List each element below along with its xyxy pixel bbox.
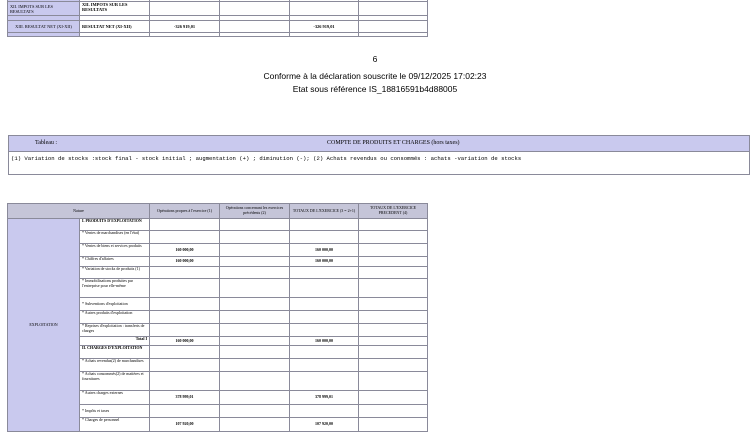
cell-value: -326 919,01: [290, 21, 359, 33]
table-row: * Ventes de marchandises (en l'état): [8, 231, 428, 244]
table-row: * Immobilisations produites par l'entreprise pour elle-même: [8, 279, 428, 298]
tableau-notes: (1) Variation de stocks :stock final - stock initial ; augmentation (+) ; diminution (-); (2) Achats revendus ou consommés : achats -variation de stocks: [8, 152, 750, 175]
cell-value: [220, 21, 290, 33]
conformity-statement: Conforme à la déclaration souscrite le 09/12/2025 17:02:23: [263, 71, 487, 81]
header-col2: Opérations concernant les exercices précédents (2): [220, 204, 290, 219]
table-row: [8, 21, 428, 33]
tableau-label: Tableau :: [35, 140, 58, 146]
table-row: * Impôts et taxes: [8, 405, 428, 418]
tableau-header: [8, 135, 750, 152]
cell-value: [290, 2, 359, 16]
table-row: [8, 2, 428, 16]
table-row: * Charges de personnel 107 920,00 107 920,00: [8, 418, 428, 432]
previous-table-fragment: [7, 0, 428, 37]
row-label: XII. IMPOTS SUR LES RESULTATS: [8, 2, 80, 16]
table-row: * Reprises d'exploitation : transferts de charges: [8, 324, 428, 337]
group-label: EXPLOITATION: [8, 219, 80, 432]
cell-value: [150, 2, 220, 16]
table-row: * Variation de stocks de produits (1): [8, 267, 428, 279]
header-col3: TOTAUX DE L'EXERCICE (3 = 2+1): [290, 204, 359, 219]
total-row: Total I 160 000,00 160 000,00: [8, 337, 428, 346]
header-nature: Nature: [8, 204, 150, 219]
tableau-title: COMPTE DE PRODUITS ET CHARGES (hors taxes): [327, 140, 460, 146]
row-desc: RESULTAT NET (XI-XII): [80, 21, 150, 33]
reference-statement: Etat sous référence IS_18816591b4d88005: [292, 84, 458, 94]
table-row: * Chiffres d'affaires 160 000,00 160 000,00: [8, 257, 428, 267]
table-row: * Autres charges externes 378 999,01 378 999,01: [8, 391, 428, 405]
header-col1: Opérations propres à l'exercice (1): [150, 204, 220, 219]
header-col4: TOTAUX DE L'EXERCICE PRECEDENT (4): [359, 204, 428, 219]
income-statement-table: [7, 203, 428, 432]
table-row: * Ventes de biens et services produits 160 000,00 160 000,00: [8, 244, 428, 257]
table-header-row: [8, 204, 428, 219]
table-row: * Subventions d'exploitation: [8, 298, 428, 311]
section-title: I. PRODUITS D'EXPLOITATION: [80, 219, 150, 231]
cell-value: -326 919,01: [150, 21, 220, 33]
row-label: XIII. RESULTAT NET (XI-XII): [8, 21, 80, 33]
cell-value: [220, 2, 290, 16]
cell-value: [359, 2, 428, 16]
table-row: * Achats consommés(2) de matières et fournitures: [8, 372, 428, 391]
section-title: II. CHARGES D'EXPLOITATION: [80, 346, 150, 359]
table-row: * Achats revendus(2) de marchandises: [8, 359, 428, 372]
cell-value: [359, 21, 428, 33]
page-number: 6: [372, 54, 378, 64]
table-row: * Autres produits d'exploitation: [8, 311, 428, 324]
row-desc: XII. IMPOTS SUR LES RESULTATS: [80, 2, 150, 16]
